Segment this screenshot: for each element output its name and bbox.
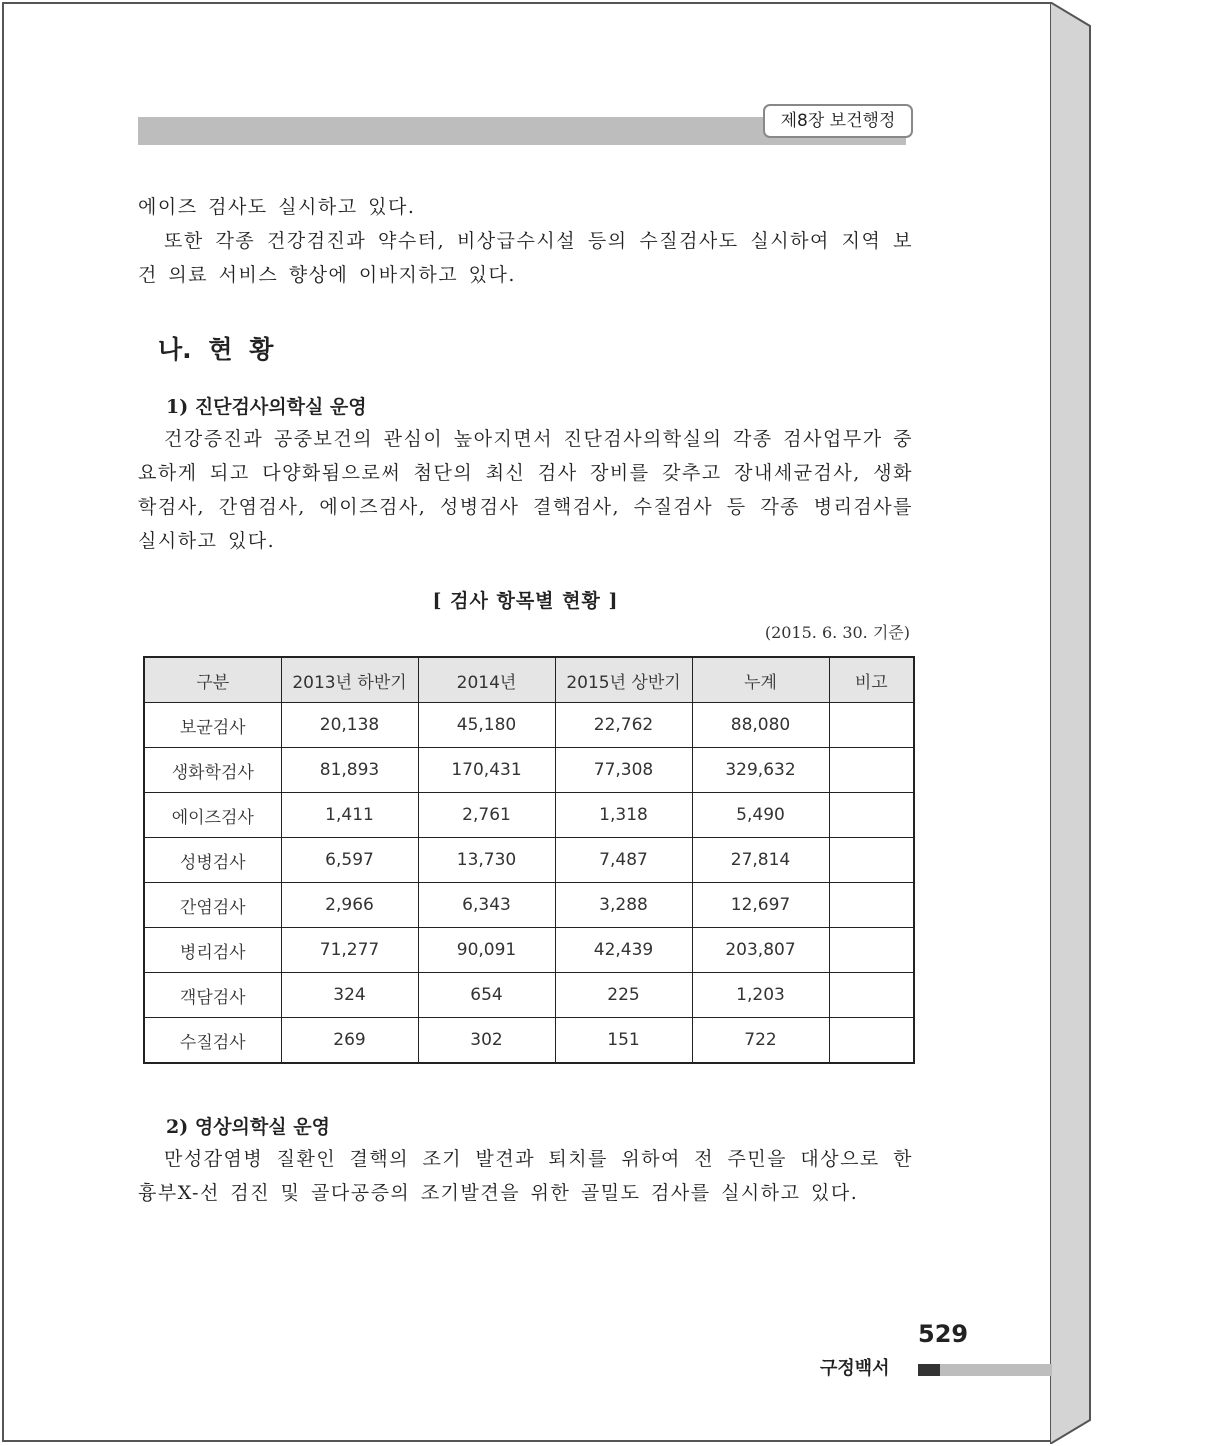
table-header-row xyxy=(144,657,914,703)
subsection-title-1: 1) 진단검사의학실 운영 xyxy=(166,396,367,418)
cell: 71,277 xyxy=(281,928,418,973)
cell xyxy=(829,973,914,1018)
cell: 2,966 xyxy=(281,883,418,928)
page-stack-edge xyxy=(1050,2,1096,1444)
cell: 329,632 xyxy=(692,748,829,793)
intro-paragraph: 또한 각종 건강검진과 약수터, 비상급수시설 등의 수질검사도 실시하여 지역 보건 의료 서비스 향상에 이바지하고 있다. xyxy=(138,230,913,286)
page-number: 529 xyxy=(918,1320,969,1348)
table-row xyxy=(144,748,914,793)
cell: 간염검사 xyxy=(144,883,281,928)
cell xyxy=(829,883,914,928)
table-row xyxy=(144,793,914,838)
table-note: (2015. 6. 30. 기준) xyxy=(764,623,910,642)
table-row xyxy=(144,973,914,1018)
cell: 225 xyxy=(555,973,692,1018)
cell: 객담검사 xyxy=(144,973,281,1018)
cell: 생화학검사 xyxy=(144,748,281,793)
cell xyxy=(829,928,914,973)
chapter-label: 제8장 보건행정 xyxy=(763,104,913,138)
footer-marker xyxy=(918,1364,940,1376)
cell xyxy=(829,1018,914,1064)
header-2013-h2: 2013년 하반기 xyxy=(281,657,418,703)
cell: 654 xyxy=(418,973,555,1018)
cell xyxy=(829,838,914,883)
subsection-body-2: 만성감염병 질환인 결핵의 조기 발견과 퇴치를 위하여 전 주민을 대상으로 한 흉부X-선 검진 및 골다공증의 조기발견을 위한 골밀도 검사를 실시하고 있다. xyxy=(138,1148,913,1204)
cell: 7,487 xyxy=(555,838,692,883)
cell: 1,411 xyxy=(281,793,418,838)
cell xyxy=(829,703,914,748)
cell: 성병검사 xyxy=(144,838,281,883)
cell: 27,814 xyxy=(692,838,829,883)
cell: 20,138 xyxy=(281,703,418,748)
cell: 에이즈검사 xyxy=(144,793,281,838)
cell: 45,180 xyxy=(418,703,555,748)
cell: 5,490 xyxy=(692,793,829,838)
subsection-body-1: 건강증진과 공중보건의 관심이 높아지면서 진단검사의학실의 각종 검사업무가 중요하게 되고 다양화됨으로써 첨단의 최신 검사 장비를 갖추고 장내세균검사, 생화학검사, 간염검사, 에이즈검사, 성병검사 결핵검사, 수질검사 등 각종 병리검사를 실시하고 있다. xyxy=(138,428,913,552)
inspection-table xyxy=(143,656,915,1064)
cell: 203,807 xyxy=(692,928,829,973)
cell: 3,288 xyxy=(555,883,692,928)
book-title: 구정백서 xyxy=(820,1358,890,1379)
table-row xyxy=(144,1018,914,1064)
cell: 88,080 xyxy=(692,703,829,748)
table-row xyxy=(144,838,914,883)
table-row xyxy=(144,703,914,748)
cell: 22,762 xyxy=(555,703,692,748)
cell: 324 xyxy=(281,973,418,1018)
cell: 90,091 xyxy=(418,928,555,973)
intro-line-1: 에이즈 검사도 실시하고 있다. xyxy=(138,196,416,218)
cell xyxy=(829,793,914,838)
section-title: 나. 현 황 xyxy=(158,335,274,364)
cell: 6,343 xyxy=(418,883,555,928)
header-total: 누계 xyxy=(692,657,829,703)
cell: 1,318 xyxy=(555,793,692,838)
cell: 보균검사 xyxy=(144,703,281,748)
header-remarks: 비고 xyxy=(829,657,914,703)
cell: 42,439 xyxy=(555,928,692,973)
footer-bar xyxy=(940,1364,1052,1376)
cell: 6,597 xyxy=(281,838,418,883)
cell: 170,431 xyxy=(418,748,555,793)
cell: 269 xyxy=(281,1018,418,1064)
cell: 2,761 xyxy=(418,793,555,838)
table-row xyxy=(144,928,914,973)
header-2014: 2014년 xyxy=(418,657,555,703)
cell: 수질검사 xyxy=(144,1018,281,1064)
cell: 1,203 xyxy=(692,973,829,1018)
cell: 302 xyxy=(418,1018,555,1064)
cell: 77,308 xyxy=(555,748,692,793)
header-2015-h1: 2015년 상반기 xyxy=(555,657,692,703)
cell: 722 xyxy=(692,1018,829,1064)
cell: 병리검사 xyxy=(144,928,281,973)
cell: 81,893 xyxy=(281,748,418,793)
table-row xyxy=(144,883,914,928)
cell: 12,697 xyxy=(692,883,829,928)
cell: 151 xyxy=(555,1018,692,1064)
subsection-title-2: 2) 영상의학실 운영 xyxy=(166,1116,330,1138)
cell: 13,730 xyxy=(418,838,555,883)
table-caption: [ 검사 항목별 현황 ] xyxy=(432,590,619,612)
cell xyxy=(829,748,914,793)
header-category: 구분 xyxy=(144,657,281,703)
